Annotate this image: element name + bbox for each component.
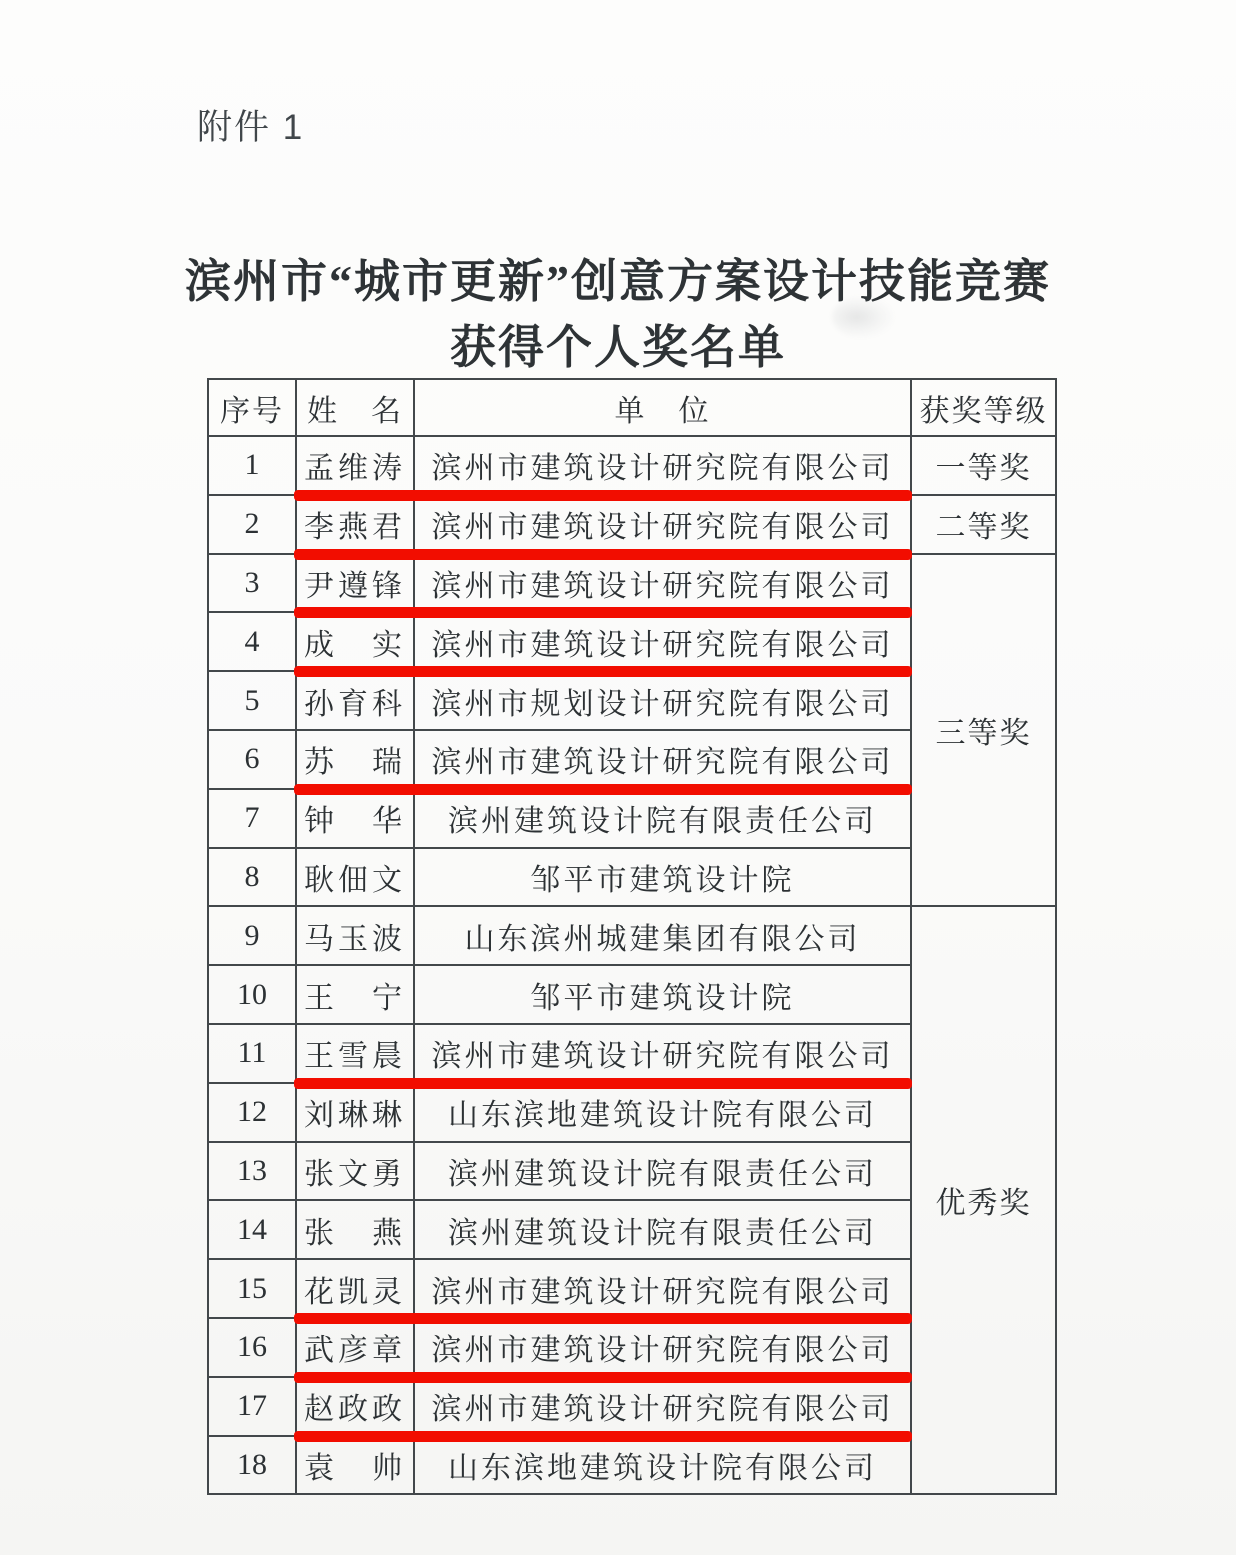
name-cell xyxy=(296,436,414,495)
serial-cell: 4 xyxy=(208,612,296,671)
unit-cell: 邹平市建筑设计院 xyxy=(414,965,911,1024)
name-cell xyxy=(296,906,414,965)
name-cell xyxy=(296,789,414,848)
unit-cell: 滨州市建筑设计研究院有限公司 xyxy=(414,1259,911,1318)
header-unit: 单 位 xyxy=(414,379,911,436)
winner-name: 花凯灵 xyxy=(304,1275,406,1309)
header-name: 姓 名 xyxy=(296,379,414,436)
table-row xyxy=(208,906,1056,965)
document-title-line2: 获得个人奖名单 xyxy=(450,322,786,374)
winners-table-body xyxy=(208,436,1056,1494)
serial-cell: 6 xyxy=(208,730,296,789)
serial-cell: 5 xyxy=(208,671,296,730)
winner-name: 成 实 xyxy=(304,628,406,662)
unit-cell: 山东滨地建筑设计院有限公司 xyxy=(414,1436,911,1495)
winner-name: 刘琳琳 xyxy=(304,1099,406,1133)
award-level-cell: 优秀奖 xyxy=(911,906,1056,1494)
winner-name: 王 宁 xyxy=(304,981,406,1015)
name-cell xyxy=(296,671,414,730)
serial-cell: 7 xyxy=(208,789,296,848)
winner-name: 马玉波 xyxy=(304,922,406,956)
winner-name: 钟 华 xyxy=(304,805,406,839)
winner-name: 王雪晨 xyxy=(304,1040,406,1074)
unit-cell: 滨州市规划设计研究院有限公司 xyxy=(414,671,911,730)
name-cell xyxy=(296,1083,414,1142)
name-cell xyxy=(296,848,414,907)
name-cell xyxy=(296,495,414,554)
unit-cell: 滨州市建筑设计研究院有限公司 xyxy=(414,436,911,495)
serial-cell: 17 xyxy=(208,1377,296,1436)
serial-cell: 1 xyxy=(208,436,296,495)
unit-cell: 滨州市建筑设计研究院有限公司 xyxy=(414,1318,911,1377)
winners-table-container xyxy=(207,378,1057,1495)
header-award: 获奖等级 xyxy=(911,379,1056,436)
winner-name: 苏 瑞 xyxy=(304,746,406,780)
winner-name: 武彦章 xyxy=(304,1334,406,1368)
serial-cell: 8 xyxy=(208,848,296,907)
unit-cell: 滨州建筑设计院有限责任公司 xyxy=(414,789,911,848)
winner-name: 袁 帅 xyxy=(304,1451,406,1485)
winner-name: 尹遵锋 xyxy=(304,569,406,603)
name-cell xyxy=(296,1318,414,1377)
name-cell xyxy=(296,612,414,671)
serial-cell: 16 xyxy=(208,1318,296,1377)
serial-cell: 14 xyxy=(208,1200,296,1259)
unit-cell: 滨州市建筑设计研究院有限公司 xyxy=(414,1377,911,1436)
name-cell xyxy=(296,1200,414,1259)
serial-cell: 10 xyxy=(208,965,296,1024)
unit-cell: 滨州市建筑设计研究院有限公司 xyxy=(414,554,911,613)
unit-cell: 滨州市建筑设计研究院有限公司 xyxy=(414,495,911,554)
serial-cell: 18 xyxy=(208,1436,296,1495)
unit-cell: 山东滨地建筑设计院有限公司 xyxy=(414,1083,911,1142)
winner-name: 张 燕 xyxy=(304,1216,406,1250)
winner-name: 孟维涛 xyxy=(304,452,406,486)
header-serial: 序号 xyxy=(208,379,296,436)
winner-name: 李燕君 xyxy=(304,511,406,545)
unit-cell: 山东滨州城建集团有限公司 xyxy=(414,906,911,965)
name-cell xyxy=(296,730,414,789)
winner-name: 张文勇 xyxy=(304,1157,406,1191)
name-cell xyxy=(296,554,414,613)
name-cell xyxy=(296,1259,414,1318)
serial-cell: 2 xyxy=(208,495,296,554)
winner-name: 耿佃文 xyxy=(304,863,406,897)
name-cell xyxy=(296,1142,414,1201)
award-level-cell: 二等奖 xyxy=(911,495,1056,554)
winner-name: 赵政政 xyxy=(304,1393,406,1427)
table-row xyxy=(208,495,1056,554)
table-row xyxy=(208,554,1056,613)
document-title-line1: 滨州市“城市更新”创意方案设计技能竞赛 xyxy=(185,255,1051,307)
unit-cell: 滨州建筑设计院有限责任公司 xyxy=(414,1200,911,1259)
scan-artifact xyxy=(832,296,894,338)
unit-cell: 滨州市建筑设计研究院有限公司 xyxy=(414,612,911,671)
unit-cell: 邹平市建筑设计院 xyxy=(414,848,911,907)
award-level-cell: 一等奖 xyxy=(911,436,1056,495)
serial-cell: 12 xyxy=(208,1083,296,1142)
name-cell xyxy=(296,1436,414,1495)
serial-cell: 15 xyxy=(208,1259,296,1318)
winners-table xyxy=(207,378,1057,1495)
unit-cell: 滨州建筑设计院有限责任公司 xyxy=(414,1142,911,1201)
serial-cell: 13 xyxy=(208,1142,296,1201)
unit-cell: 滨州市建筑设计研究院有限公司 xyxy=(414,730,911,789)
name-cell xyxy=(296,965,414,1024)
serial-cell: 3 xyxy=(208,554,296,613)
winner-name: 孙育科 xyxy=(304,687,406,721)
table-row xyxy=(208,436,1056,495)
name-cell xyxy=(296,1377,414,1436)
attachment-label: 附件 1 xyxy=(197,108,305,147)
serial-cell: 9 xyxy=(208,906,296,965)
serial-cell: 11 xyxy=(208,1024,296,1083)
name-cell xyxy=(296,1024,414,1083)
table-header-row xyxy=(208,379,1056,436)
document-title xyxy=(0,249,1236,381)
unit-cell: 滨州市建筑设计研究院有限公司 xyxy=(414,1024,911,1083)
award-level-cell: 三等奖 xyxy=(911,554,1056,907)
